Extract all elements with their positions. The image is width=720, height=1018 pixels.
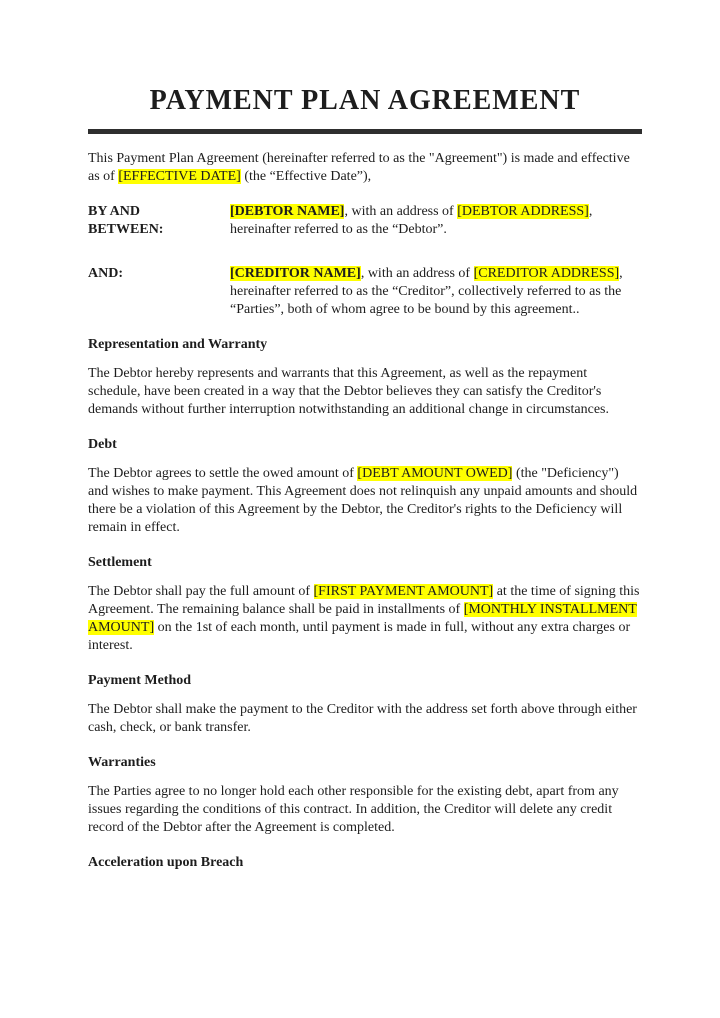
section-representation-and-warranty <box>88 336 642 419</box>
party-label-and: AND: <box>88 266 123 281</box>
text-segment: The Parties agree to no longer hold each other responsible for the existing debt, apart from any issues regarding the conditions of this contract. In addition, the Creditor will delete any credit record of the Debtor after the Agreement is completed. <box>88 784 619 835</box>
text-segment: (the “Effective Date”), <box>240 169 372 184</box>
section-heading: Warranties <box>88 755 156 770</box>
section-heading: Payment Method <box>88 673 192 688</box>
placeholder-highlight: [FIRST PAYMENT AMOUNT] <box>313 584 494 599</box>
placeholder-highlight: [DEBTOR NAME] <box>230 204 345 219</box>
text-segment: , hereinafter referred to as the “Creditor”, collectively referred to as the “Parties”, both of whom agree to be bound by this agreement.. <box>230 266 623 317</box>
party-row-by-and-between <box>88 203 642 239</box>
section-heading: Representation and Warranty <box>88 337 268 352</box>
section-acceleration-upon-breach <box>88 854 642 872</box>
text-segment: The Debtor shall pay the full amount of <box>88 584 314 599</box>
section-heading: Acceleration upon Breach <box>88 855 244 870</box>
section-paragraph <box>88 701 642 737</box>
placeholder-highlight: [DEBT AMOUNT OWED] <box>357 466 513 481</box>
sections <box>88 336 642 872</box>
document-title: PAYMENT PLAN AGREEMENT <box>149 85 581 116</box>
placeholder-highlight: [CREDITOR NAME] <box>230 266 361 281</box>
placeholder-highlight: [DEBTOR ADDRESS] <box>457 204 589 219</box>
section-payment-method <box>88 672 642 737</box>
text-segment: This Payment Plan Agreement (hereinafter referred to as the "Agreement") is made and effective as of <box>88 151 630 184</box>
party-value-creditor <box>230 265 642 319</box>
party-value-debtor <box>230 203 642 239</box>
text-segment: The Debtor shall make the payment to the Creditor with the address set forth above through either cash, check, or bank transfer. <box>88 702 637 735</box>
section-paragraph <box>88 783 642 837</box>
placeholder-highlight: [EFFECTIVE DATE] <box>118 169 241 184</box>
text-segment: The Debtor hereby represents and warrants that this Agreement, as well as the repayment schedule, have been created in a way that the Debtor believes they can satisfy the Creditor's demands without further interruption notwithstanding an additional change in circumstances. <box>88 366 609 417</box>
text-segment: (the "Deficiency") and wishes to make payment. This Agreement does not relinquish any unpaid amounts and should there be a violation of this Agreement by the Debtor, the Creditor's rights to the Deficiency will remain in effect. <box>88 466 638 535</box>
section-paragraph <box>88 365 642 419</box>
section-paragraph <box>88 465 642 537</box>
text-segment: , with an address of <box>360 266 474 281</box>
placeholder-highlight: [CREDITOR ADDRESS] <box>473 266 620 281</box>
section-settlement <box>88 554 642 655</box>
intro-paragraph <box>88 150 642 186</box>
section-paragraph <box>88 583 642 655</box>
text-segment: The Debtor agrees to settle the owed amount of <box>88 466 358 481</box>
party-label-by-and-between: BY AND BETWEEN: <box>88 204 164 237</box>
text-segment: , hereinafter referred to as the “Debtor”. <box>230 204 593 237</box>
text-segment: at the time of signing this Agreement. The remaining balance shall be paid in installments of <box>88 584 640 617</box>
party-row-and <box>88 265 642 319</box>
section-debt <box>88 436 642 537</box>
text-segment: on the 1st of each month, until payment is made in full, without any extra charges or interest. <box>88 620 631 653</box>
section-heading: Debt <box>88 437 117 452</box>
section-heading: Settlement <box>88 555 152 570</box>
placeholder-highlight: [MONTHLY INSTALLMENT AMOUNT] <box>88 602 637 635</box>
text-segment: , with an address of <box>344 204 458 219</box>
title-divider-rule <box>88 129 642 134</box>
section-warranties <box>88 754 642 837</box>
